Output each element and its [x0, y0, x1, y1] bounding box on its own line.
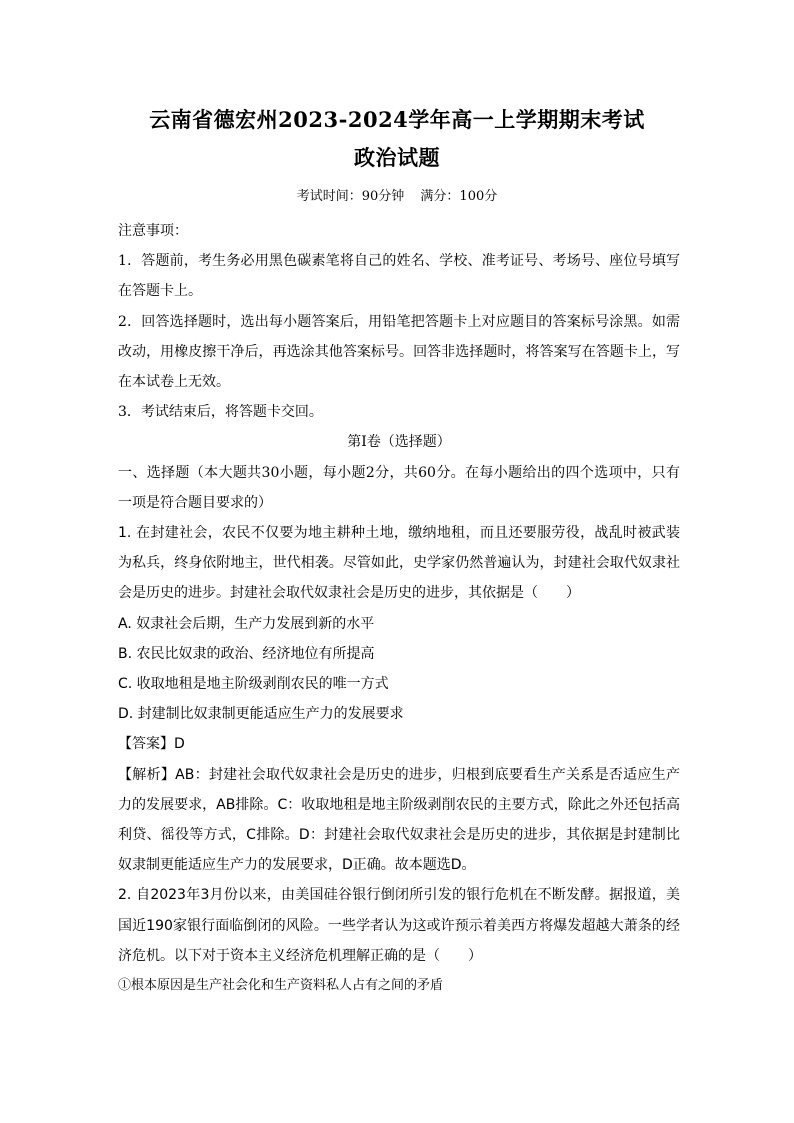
question-2-stem: 2. 自2023年3月份以来，由美国硅谷银行倒闭所引发的银行危机在不断发酵。据报道，美国近190家银行面临倒闭的风险。一些学者认为这或许预示着美西方将爆发超越大萧条的经济危机。以下对于资本主义经济危机理解正确的是（ ）	[118, 887, 680, 964]
question-1-stem: 1. 在封建社会，农民不仅要为地主耕种土地，缴纳地租，而且还要服劳役，战乱时被武装为私兵，终身依附地主，世代相袭。尽管如此，史学家仍然普遍认为，封建社会取代奴隶社会是历史的进步。封建社会取代奴隶社会是历史的进步，其依据是（ ）	[118, 525, 680, 602]
full-score: 满分：100分	[420, 189, 498, 204]
note-item-1: 1．答题前，考生务必用黑色碳素笔将自己的姓名、学校、准考证号、考场号、座位号填写在答题卡上。	[118, 253, 680, 300]
exam-title: 云南省德宏州2023-2024学年高一上学期期末考试	[149, 107, 645, 132]
question-2-option-1: ①根本原因是生产社会化和生产资料私人占有之间的矛盾	[118, 978, 444, 994]
section-instructions: 一、选择题（本大题共30小题，每小题2分，共60分。在每小题给出的四个选项中，只有一项是符合题目要求的）	[118, 464, 680, 511]
question-1-analysis: 【解析】AB：封建社会取代奴隶社会是历史的进步，归根到底要看生产关系是否适应生产力的发展要求，AB排除。C：收取地租是地主阶级剥削农民的主要方式，除此之外还包括高利贷、徭役等方式，C排除。D：封建社会取代奴隶社会是历史的进步，其依据是封建制比奴隶制更能适应生产力的发展要求，D正确。故本题选D。	[118, 766, 680, 874]
section-heading: 第Ⅰ卷（选择题）	[347, 434, 451, 451]
question-1-answer: 【答案】D	[118, 736, 185, 753]
exam-content	[118, 216, 680, 1001]
question-1-option-d: D. 封建制比奴隶制更能适应生产力的发展要求	[118, 706, 404, 723]
question-1-option-b: B. 农民比奴隶的政治、经济地位有所提高	[118, 645, 375, 662]
exam-time: 考试时间：90分钟	[296, 189, 405, 204]
note-item-2: 2．回答选择题时，选出每小题答案后，用铅笔把答题卡上对应题目的答案标号涂黑。如需改动，用橡皮擦干净后，再选涂其他答案标号。回答非选择题时，将答案写在答题卡上，写在本试卷上无效。	[118, 313, 680, 391]
exam-subtitle: 政治试题	[354, 145, 440, 170]
note-item-3: 3．考试结束后，将答题卡交回。	[118, 404, 323, 421]
question-1-option-c: C. 收取地租是地主阶级剥削农民的唯一方式	[118, 676, 389, 693]
question-1-option-a: A. 奴隶社会后期，生产力发展到新的水平	[118, 615, 375, 632]
notes-heading: 注意事项：	[118, 223, 188, 239]
exam-meta	[0, 185, 794, 204]
